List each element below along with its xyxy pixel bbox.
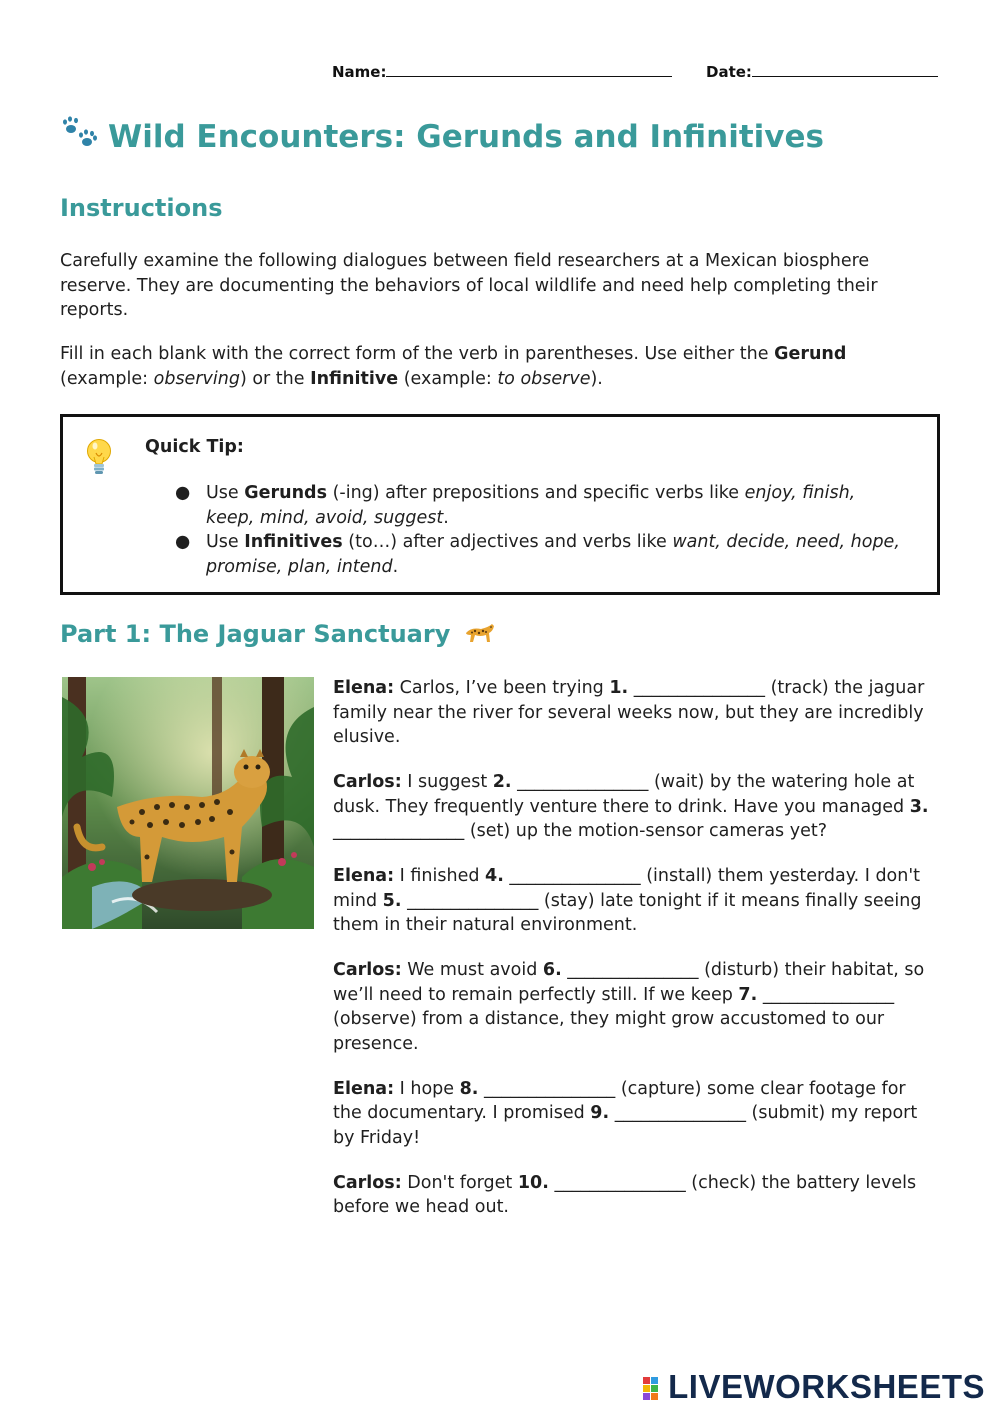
- blank-number: 6.: [542, 960, 562, 980]
- dialogue-line: [333, 1077, 938, 1151]
- dialogue-text: _______________ (check) the battery levels before we head out.: [333, 1172, 917, 1217]
- blank-number: 9.: [590, 1103, 610, 1123]
- blank-number: 2.: [492, 772, 512, 792]
- text-segment: ) or the: [239, 368, 311, 389]
- blank-number: 5.: [382, 890, 402, 911]
- leopard-icon: [463, 621, 497, 645]
- text-segment: .: [392, 556, 399, 577]
- dialogue-line: [333, 958, 938, 1056]
- speaker-name: Elena:: [333, 1078, 395, 1099]
- liveworksheets-logo-icon: [642, 1373, 666, 1401]
- text-segment: Fill in each blank with the correct form of the verb in parentheses. Use either the: [60, 344, 775, 364]
- instructions-paragraph-2: [60, 342, 940, 391]
- jaguar-illustration: [62, 677, 314, 929]
- dialogue-text: I hope: [394, 1078, 460, 1099]
- instructions-heading: Instructions: [60, 194, 223, 222]
- dialogue-text: _______________ (track) the jaguar family near the river for several weeks now, but they are incredibly elusive.: [333, 678, 925, 747]
- dialogue-text: _______________ (disturb) their habitat, so we’ll need to remain perfectly still. If we keep: [333, 960, 925, 1005]
- speaker-name: Carlos:: [333, 1172, 402, 1193]
- text-segment: ).: [590, 368, 603, 389]
- blank-number: 4.: [485, 866, 504, 886]
- dialogue-text: I suggest: [401, 772, 493, 792]
- dialogue-text: _______________ (wait) by the watering hole at dusk. They frequently venture there to drink. Have you managed: [333, 772, 915, 817]
- dialogue-text: _______________ (submit) my report by Friday!: [333, 1103, 918, 1148]
- part1-heading: [60, 620, 497, 648]
- lightbulb-icon: [84, 437, 114, 479]
- date-field[interactable]: [706, 60, 938, 81]
- dialogue-text: _______________ (stay) late tonight if it means finally seeing them in their natural environment.: [333, 890, 922, 935]
- tip-term: Infinitives: [244, 532, 343, 552]
- blank-number: 7.: [738, 984, 758, 1005]
- blank-number: 10.: [517, 1172, 549, 1193]
- dialogue-text: _______________ (capture) some clear footage for the documentary. I promised: [333, 1078, 906, 1123]
- brand-name: LIVEWORKSHEETS: [668, 1368, 985, 1405]
- gerund-term: Gerund: [774, 344, 847, 364]
- bullet: ●: [175, 483, 191, 503]
- text-segment: (example:: [60, 368, 154, 389]
- infinitive-example: to observe: [497, 368, 591, 389]
- dialogue-text: _______________ (observe) from a distance, they might grow accustomed to our presence.: [333, 984, 895, 1054]
- text-segment: (-ing) after prepositions and specific verbs like: [327, 483, 745, 503]
- blank-number: 3.: [909, 796, 929, 817]
- name-field[interactable]: [332, 60, 672, 81]
- name-line[interactable]: [386, 60, 672, 77]
- tip-list: [175, 481, 905, 579]
- dialogue-text: We must avoid: [401, 960, 543, 980]
- dialogue-text: Carlos, I’ve been trying: [394, 678, 610, 698]
- text-segment: (to…) after adjectives and verbs like: [342, 532, 673, 552]
- infinitive-term: Infinitive: [310, 368, 399, 389]
- dialogue-text: I finished: [394, 866, 486, 886]
- paw-prints-icon: [60, 116, 100, 150]
- header-fields: [332, 60, 942, 82]
- dialogue-line: [333, 864, 938, 938]
- bullet: ●: [175, 532, 191, 552]
- name-label: Name:: [332, 63, 387, 81]
- dialogue-line: [333, 1171, 938, 1220]
- date-line[interactable]: [752, 60, 938, 77]
- dialogue-line: [333, 770, 938, 844]
- dialogue-text: _______________ (set) up the motion-sensor cameras yet?: [333, 821, 827, 841]
- blank-number: 1.: [609, 678, 629, 698]
- speaker-name: Elena:: [333, 678, 395, 698]
- brand-logo: [642, 1370, 985, 1404]
- text-segment: Use: [206, 483, 245, 503]
- tip-title: Quick Tip:: [145, 437, 244, 457]
- gerund-example: observing: [153, 368, 240, 389]
- quick-tip-box: [60, 414, 940, 595]
- title-text: Wild Encounters: Gerunds and Infinitives: [108, 119, 824, 155]
- speaker-name: Elena:: [333, 866, 395, 886]
- tip-examples: want, decide, need, hope, promise, plan, intend: [206, 532, 900, 577]
- dialogue-text: Don't forget: [401, 1172, 518, 1193]
- dialogue: [333, 676, 938, 1240]
- list-item: [175, 481, 905, 530]
- speaker-name: Carlos:: [333, 772, 402, 792]
- blank-number: 8.: [459, 1078, 479, 1099]
- dialogue-text: _______________ (install) them yesterday. I don't mind: [333, 866, 921, 911]
- page-title: [60, 116, 940, 157]
- dialogue-line: [333, 676, 938, 750]
- part1-heading-text: Part 1: The Jaguar Sanctuary: [60, 620, 451, 648]
- instructions-paragraph-1: Carefully examine the following dialogues between field researchers at a Mexican biosphere reserve. They are documenting the behaviors of local wildlife and need help completing their reports.: [60, 251, 878, 320]
- speaker-name: Carlos:: [333, 960, 402, 980]
- list-item: [175, 530, 905, 579]
- date-label: Date:: [706, 63, 752, 81]
- text-segment: .: [443, 507, 449, 528]
- tip-examples: enjoy, finish, keep, mind, avoid, suggest: [206, 483, 856, 528]
- tip-term: Gerunds: [244, 483, 327, 503]
- text-segment: (example:: [398, 368, 498, 389]
- text-segment: Use: [206, 532, 245, 552]
